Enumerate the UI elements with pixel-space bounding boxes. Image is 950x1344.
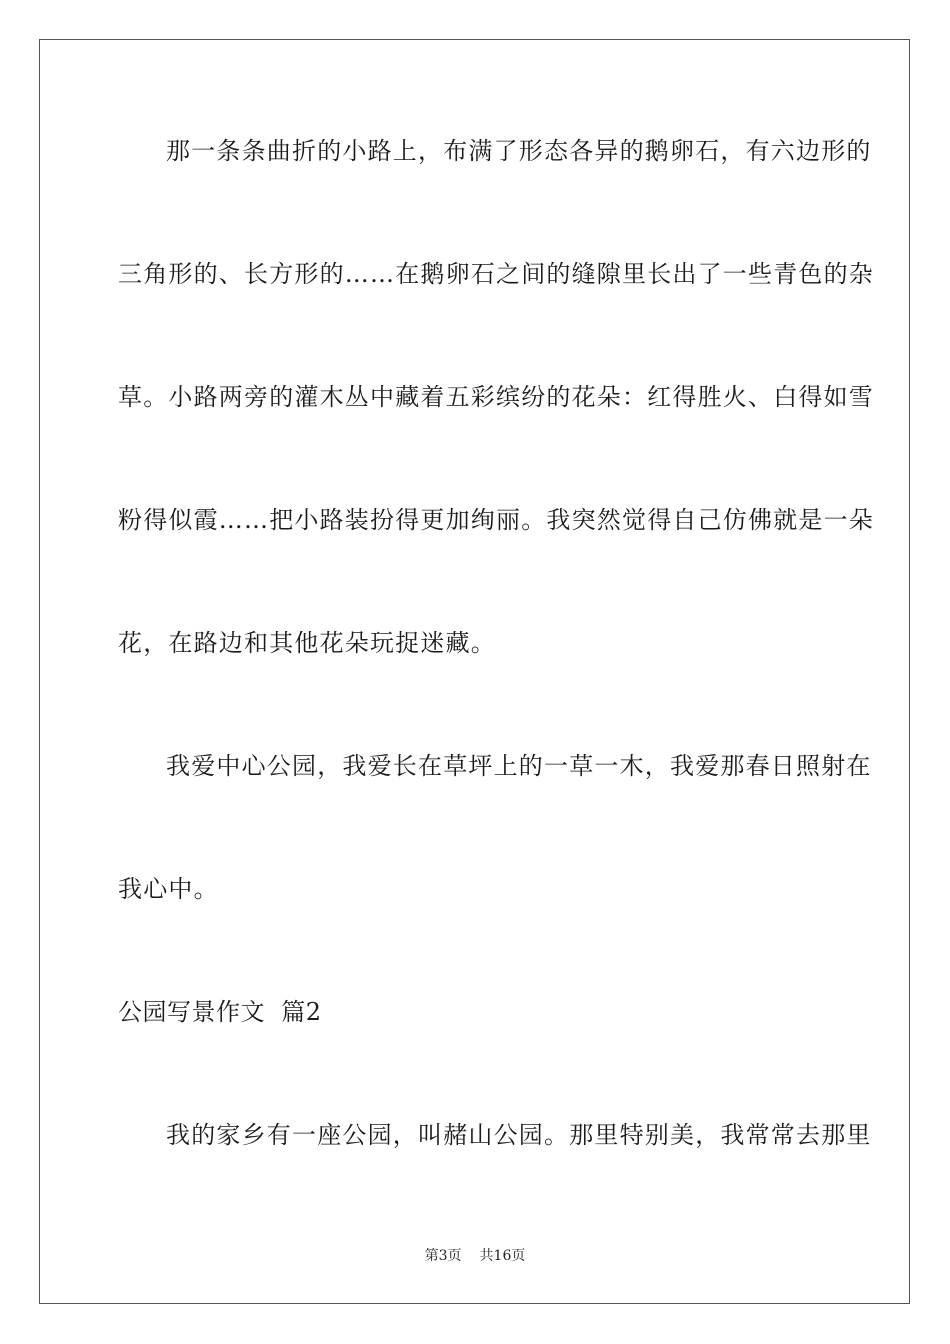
paragraph-line: 那一条条曲折的小路上，布满了形态各异的鹅卵石，有六边形的 bbox=[166, 137, 872, 165]
paragraph-line: 粉得似霞……把小路装扮得更加绚丽。我突然觉得自己仿佛就是一朵 bbox=[118, 506, 874, 534]
section-heading: 公园写景作文 篇2 bbox=[118, 998, 322, 1026]
paragraph-line: 我的家乡有一座公园，叫赭山公园。那里特别美，我常常去那里 bbox=[166, 1121, 872, 1149]
total-pages: 共16页 bbox=[479, 1248, 526, 1264]
page-border bbox=[39, 39, 910, 1304]
paragraph-line: 花，在路边和其他花朵玩捉迷藏。 bbox=[118, 629, 496, 657]
page-footer bbox=[0, 1247, 950, 1265]
page-number: 第3页 bbox=[424, 1248, 462, 1264]
paragraph-line: 我爱中心公园，我爱长在草坪上的一草一木，我爱那春日照射在 bbox=[166, 752, 872, 780]
paragraph-line: 草。小路两旁的灌木丛中藏着五彩缤纷的花朵：红得胜火、白得如雪 bbox=[118, 383, 874, 411]
paragraph-line: 三角形的、长方形的……在鹅卵石之间的缝隙里长出了一些青色的杂 bbox=[118, 260, 874, 288]
paragraph-line: 我心中。 bbox=[118, 875, 219, 903]
